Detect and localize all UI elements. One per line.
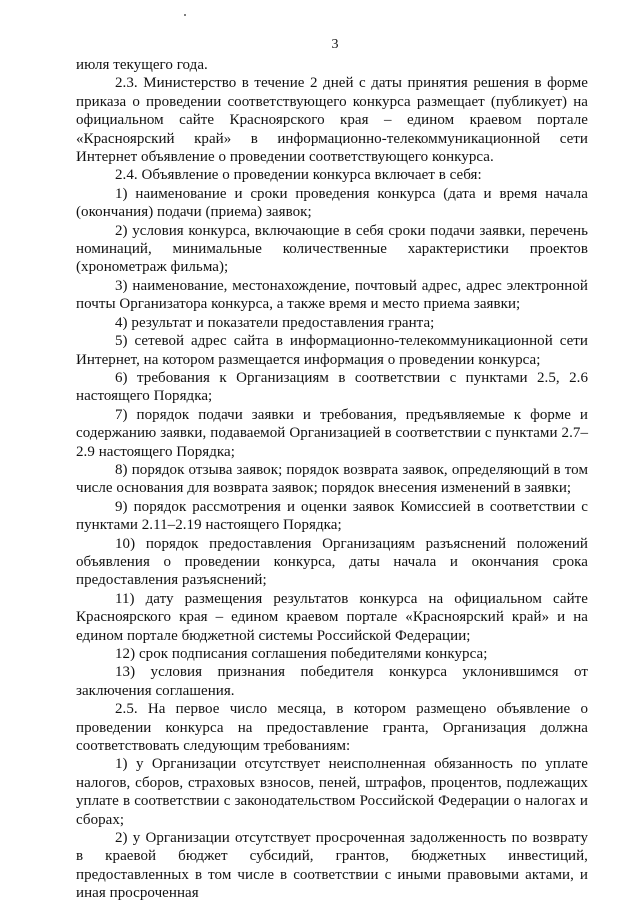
list-item-6: 6) требования к Организациям в соответствии с пунктами 2.5, 2.6 настоящего Порядка; xyxy=(76,369,588,405)
list-item-8: 8) порядок отзыва заявок; порядок возврата заявок, определяющий в том числе основания для возврата заявок; порядок внесения изменений в заявки; xyxy=(76,461,588,497)
list-item-9: 9) порядок рассмотрения и оценки заявок Комиссией в соответствии с пунктами 2.11–2.19 настоящего Порядка; xyxy=(76,498,588,534)
list-item-3: 3) наименование, местонахождение, почтовый адрес, адрес электронной почты Организатора конкурса, а также время и место приема заявки; xyxy=(76,277,588,313)
scan-speck xyxy=(184,14,186,16)
list-item-4: 4) результат и показатели предоставления гранта; xyxy=(115,314,435,331)
requirement-item-1: 1) у Организации отсутствует неисполненная обязанность по уплате налогов, сборов, страховых взносов, пеней, штрафов, процентов, подлежащих уплате в соответствии с законодательством Российской Федерации о налогах и сборах; xyxy=(76,756,588,828)
requirement-item-2: 2) у Организации отсутствует просроченная задолженность по возврату в краевой бюджет субсидий, грантов, бюджетных инвестиций, предоставленных в том числе в соответствии с иными правовыми актами, и иная просроченная xyxy=(76,830,588,902)
document-body xyxy=(76,56,588,903)
list-item-2: 2) условия конкурса, включающие в себя сроки подачи заявки, перечень номинаций, минимальные количественные характеристики проектов (хронометраж фильма); xyxy=(76,222,588,276)
page-number: 3 xyxy=(331,37,339,52)
paragraph-2-3: 2.3. Министерство в течение 2 дней с даты принятия решения в форме приказа о проведении соответствующего конкурса размещает (публикует) на официальном сайте Красноярского края – едином краевом портале «Красноярский край» в информационно-телекоммуникационной сети Интернет объявление о проведении соответствующего конкурса. xyxy=(76,75,588,166)
paragraph-continuation: июля текущего года. xyxy=(76,57,208,73)
list-item-11: 11) дату размещения результатов конкурса на официальном сайте Красноярского края – едином краевом портале «Красноярский край» и на едином портале бюджетной системы Российской Федерации; xyxy=(76,590,588,644)
list-item-13: 13) условия признания победителя конкурса уклонившимся от заключения соглашения. xyxy=(76,664,588,699)
list-item-7: 7) порядок подачи заявки и требования, предъявляемые к форме и содержанию заявки, подаваемой Организацией в соответствии с пунктами 2.7–2.9 настоящего Порядка; xyxy=(76,406,588,460)
list-item-5: 5) сетевой адрес сайта в информационно-телекоммуникационной сети Интернет, на котором размещается информация о проведении конкурса; xyxy=(76,333,588,368)
list-item-1: 1) наименование и сроки проведения конкурса (дата и время начала (окончания) подачи (приема) заявок; xyxy=(76,185,588,221)
list-item-12: 12) срок подписания соглашения победителями конкурса; xyxy=(115,646,488,662)
paragraph-2-5: 2.5. На первое число месяца, в котором размещено объявление о проведении конкурса на предоставление гранта, Организация должна соответствовать следующим требованиям: xyxy=(76,701,588,755)
list-item-10: 10) порядок предоставления Организациям разъяснений положений объявления о проведении конкурса, даты начала и окончания срока предоставления разъяснений; xyxy=(76,535,588,589)
paragraph-2-4: 2.4. Объявление о проведении конкурса включает в себя: xyxy=(115,167,482,184)
